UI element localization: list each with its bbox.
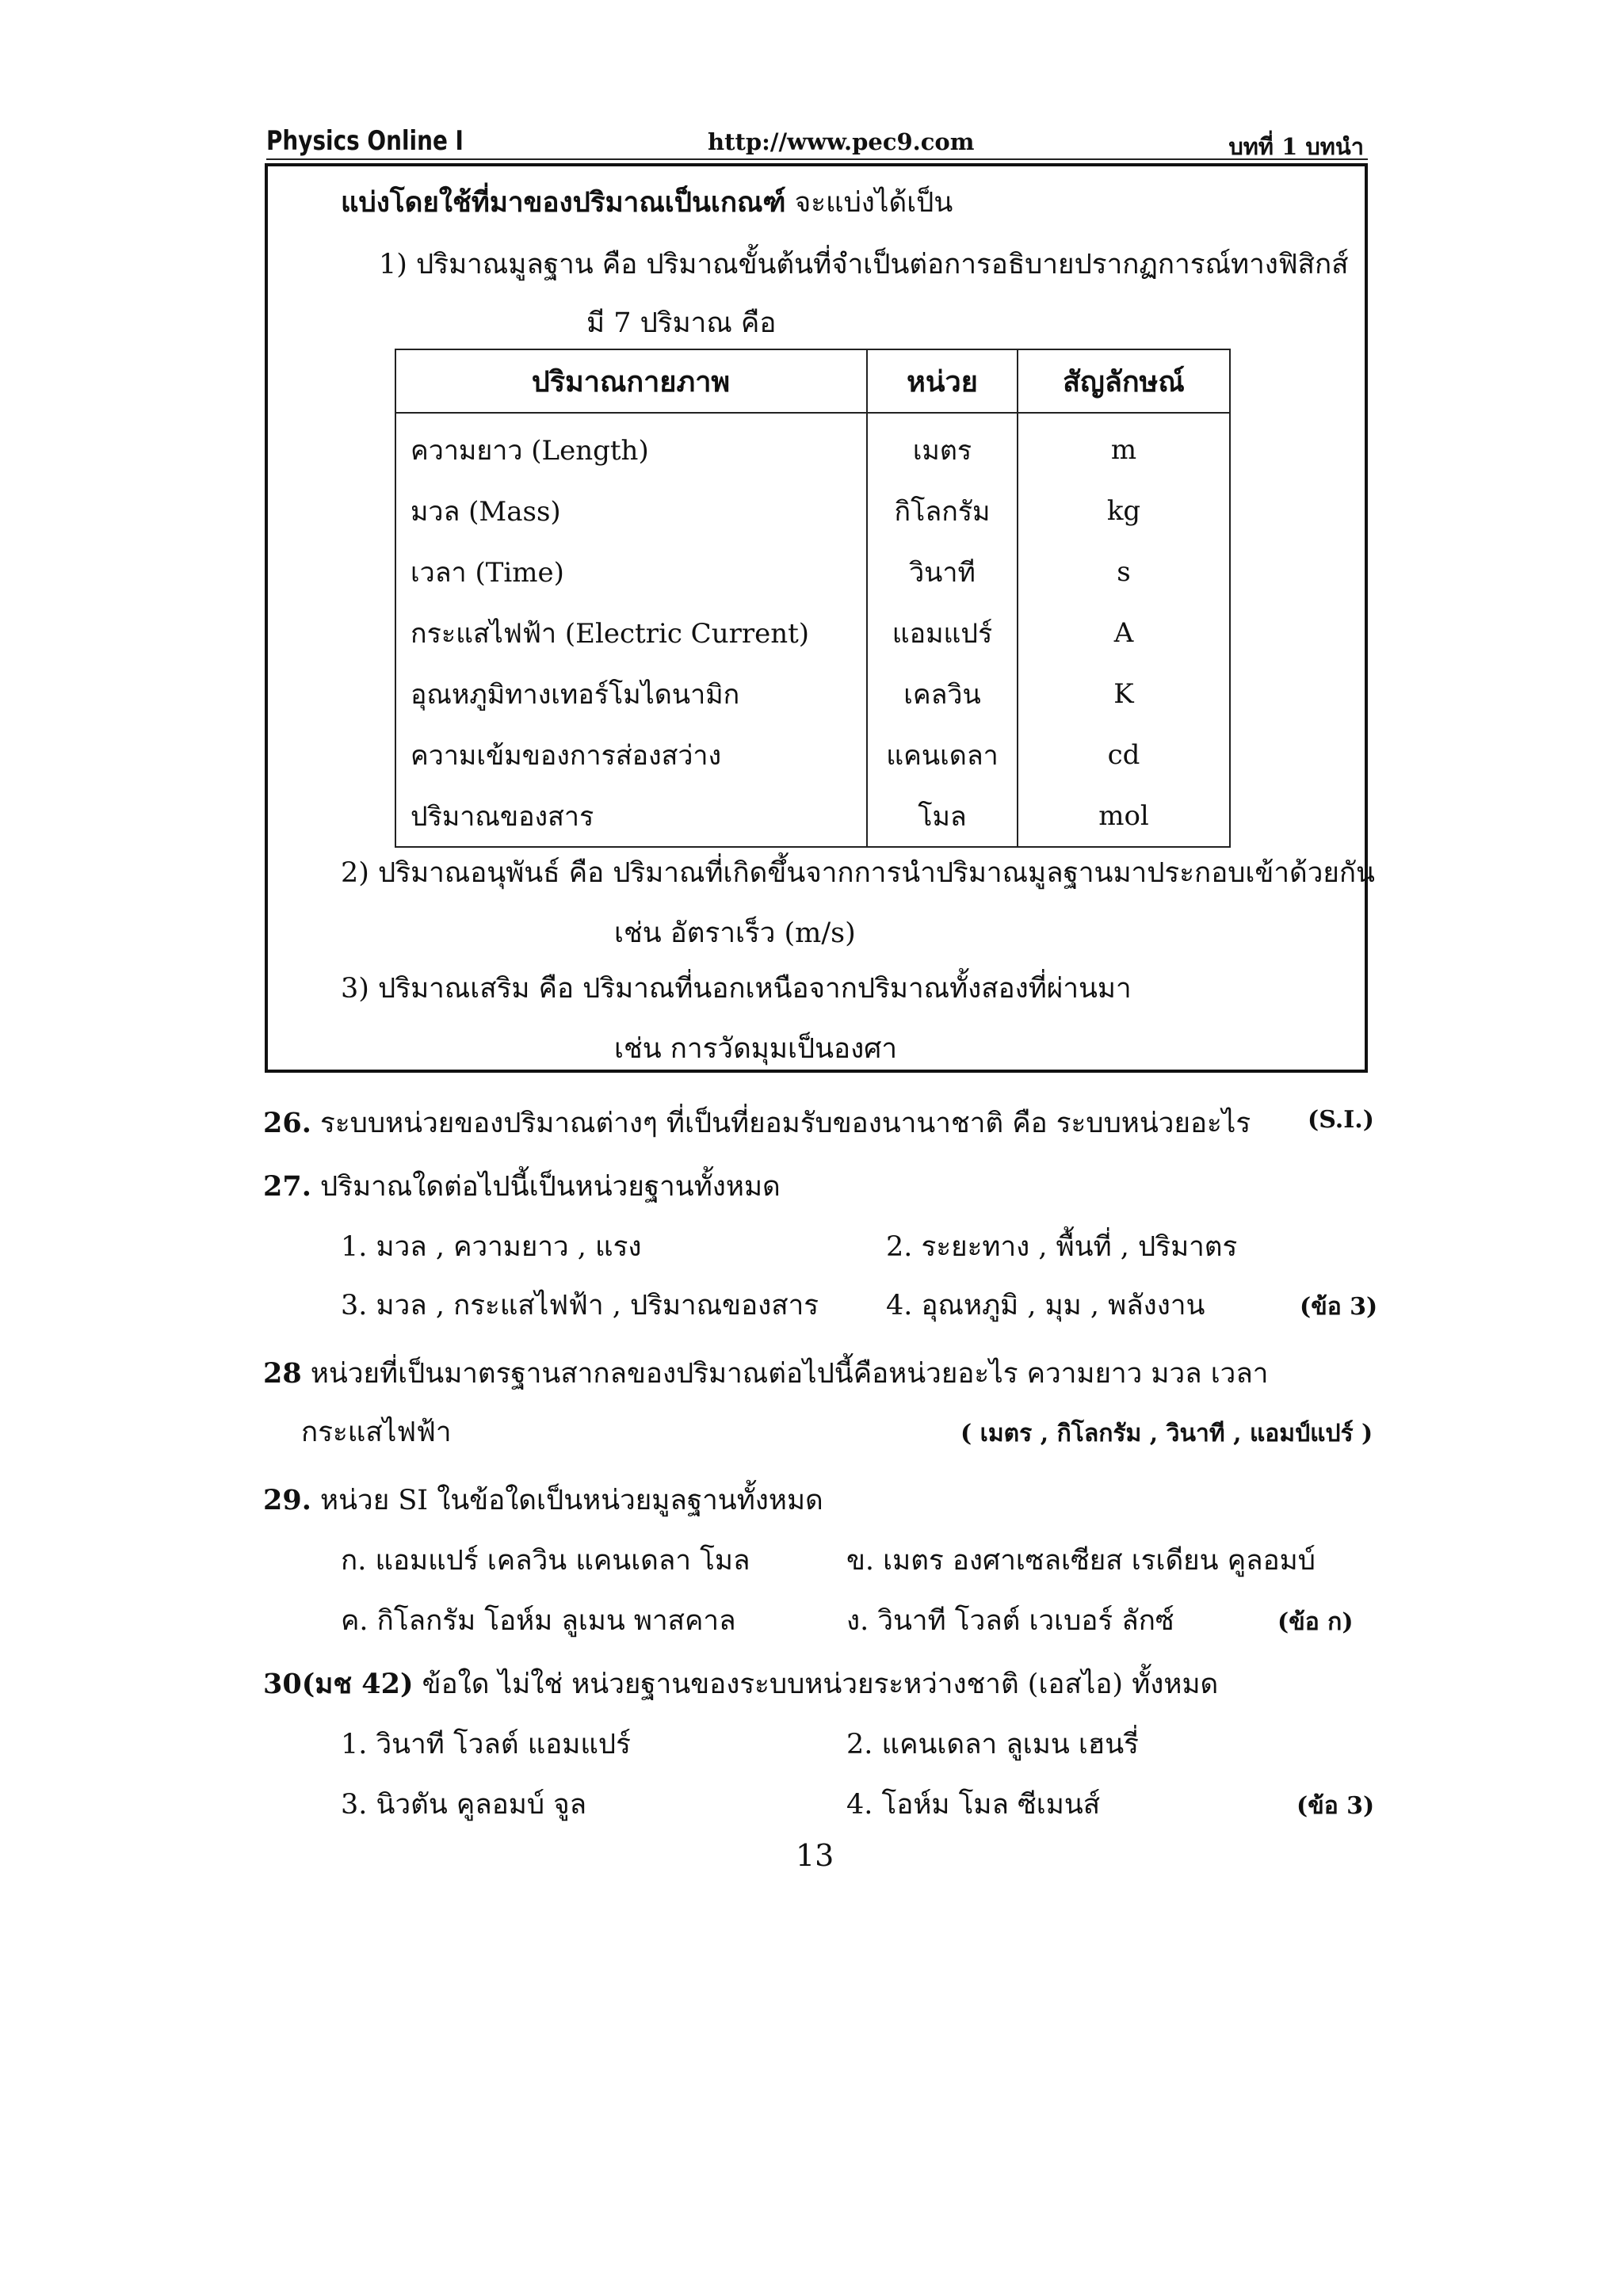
table-cell-unit: โมล xyxy=(867,785,1018,847)
table-cell-quantity: มวล (Mass) xyxy=(411,495,561,528)
table-header-quantity: ปริมาณกายภาพ xyxy=(395,349,867,413)
box-item1-sub: มี 7 ปริมาณ คือ xyxy=(586,307,777,339)
page-number: 13 xyxy=(796,1838,834,1873)
box-intro xyxy=(341,181,953,224)
q27-option-2: 2. ระยะทาง , พื้นที่ , ปริมาตร xyxy=(886,1231,1238,1263)
table-cell-quantity: อุณหภูมิทางเทอร์โมไดนามิก xyxy=(411,678,740,711)
answer-27: (ข้อ 3) xyxy=(1300,1293,1378,1321)
question-text: ปริมาณใดต่อไปนี้เป็นหน่วยฐานทั้งหมด xyxy=(320,1171,781,1203)
q29-option-3: ค. กิโลกรัม โอห์ม ลูเมน พาสคาล xyxy=(341,1605,736,1637)
header-chapter: บทที่ 1 บทนำ xyxy=(1228,133,1364,160)
question-number: 26. xyxy=(263,1107,311,1139)
answer-29: (ข้อ ก) xyxy=(1277,1608,1354,1636)
q30-option-1: 1. วินาที โวลต์ แอมแปร์ xyxy=(341,1729,631,1760)
table-row xyxy=(395,541,1230,602)
table-header-unit: หน่วย xyxy=(867,349,1018,413)
table-row xyxy=(395,602,1230,663)
q27-option-3: 3. มวล , กระแสไฟฟ้า , ปริมาณของสาร xyxy=(341,1290,819,1322)
question-29 xyxy=(263,1478,823,1522)
table-row xyxy=(395,785,1230,847)
base-quantities-table xyxy=(395,349,1231,848)
table-cell-unit: เคลวิน xyxy=(867,663,1018,724)
question-number: 27. xyxy=(263,1170,311,1203)
q27-option-4: 4. อุณหภูมิ , มุม , พลังงาน xyxy=(886,1290,1205,1322)
q30-option-4: 4. โอห์ม โมล ซีเมนส์ xyxy=(846,1789,1101,1821)
q29-option-4: ง. วินาที โวลต์ เวเบอร์ ลักซ์ xyxy=(846,1605,1174,1637)
table-cell-unit: กิโลกรัม xyxy=(867,480,1018,541)
table-cell-symbol: cd xyxy=(1018,724,1230,785)
answer-30: (ข้อ 3) xyxy=(1296,1792,1375,1820)
question-text: ระบบหน่วยของปริมาณต่างๆ ที่เป็นที่ยอมรับของนานาชาติ คือ ระบบหน่วยอะไร xyxy=(320,1108,1251,1139)
table-cell-symbol: m xyxy=(1018,413,1230,480)
question-number: 29. xyxy=(263,1484,311,1516)
q29-option-2: ข. เมตร องศาเซลเซียส เรเดียน คูลอมบ์ xyxy=(846,1545,1316,1577)
question-text: ข้อใด ไม่ใช่ หน่วยฐานของระบบหน่วยระหว่างชาติ (เอสไอ) ทั้งหมด xyxy=(413,1669,1219,1700)
box-intro-bold: แบ่งโดยใช้ที่มาของปริมาณเป็นเกณฑ์ xyxy=(341,186,786,219)
table-cell-quantity: ความเข้มของการส่องสว่าง xyxy=(411,739,722,772)
q30-option-2: 2. แคนเดลา ลูเมน เฮนรี่ xyxy=(846,1729,1139,1760)
box-item1: 1) ปริมาณมูลฐาน คือ ปริมาณขั้นต้นที่จำเป็นต่อการอธิบายปรากฏการณ์ทางฟิสิกส์ xyxy=(379,249,1349,280)
table-cell-symbol: K xyxy=(1018,663,1230,724)
q30-option-3: 3. นิวตัน คูลอมบ์ จูล xyxy=(341,1789,587,1821)
table-cell-unit: แอมแปร์ xyxy=(867,602,1018,663)
question-text: หน่วยที่เป็นมาตรฐานสากลของปริมาณต่อไปนี้คือหน่วยอะไร ความยาว มวล เวลา xyxy=(310,1358,1269,1390)
table-cell-symbol: s xyxy=(1018,541,1230,602)
question-30 xyxy=(263,1662,1218,1706)
table-cell-unit: เมตร xyxy=(867,413,1018,480)
table-row xyxy=(395,663,1230,724)
header-rule xyxy=(266,158,1368,160)
table-cell-symbol: kg xyxy=(1018,480,1230,541)
question-27 xyxy=(263,1165,781,1208)
question-text: หน่วย SI ในข้อใดเป็นหน่วยมูลฐานทั้งหมด xyxy=(320,1485,823,1516)
table-cell-symbol: A xyxy=(1018,602,1230,663)
table-cell-quantity: ปริมาณของสาร xyxy=(411,800,594,833)
table-header-symbol: สัญลักษณ์ xyxy=(1018,349,1230,413)
table-cell-symbol: mol xyxy=(1018,785,1230,847)
answer-28: ( เมตร , กิโลกรัม , วินาที , แอมป์แปร์ ) xyxy=(960,1420,1373,1447)
box-item3-sub: เช่น การวัดมุมเป็นองศา xyxy=(614,1033,898,1065)
table-row xyxy=(395,480,1230,541)
table-cell-quantity: ความยาว (Length) xyxy=(411,434,649,467)
box-item2-sub: เช่น อัตราเร็ว (m/s) xyxy=(614,917,856,949)
header-title: Physics Online I xyxy=(266,125,464,157)
table-cell-unit: แคนเดลา xyxy=(867,724,1018,785)
question-26 xyxy=(263,1101,1251,1145)
table-header-row xyxy=(395,349,1230,413)
q27-option-1: 1. มวล , ความยาว , แรง xyxy=(341,1231,642,1263)
question-28-cont: กระแสไฟฟ้า xyxy=(301,1417,452,1448)
table-row xyxy=(395,724,1230,785)
table-cell-quantity: กระแสไฟฟ้า (Electric Current) xyxy=(411,617,810,650)
table-cell-quantity: เวลา (Time) xyxy=(411,556,564,589)
question-number: 28 xyxy=(263,1357,302,1390)
table-cell-unit: วินาที xyxy=(867,541,1018,602)
table-row xyxy=(395,413,1230,480)
answer-26: (S.I.) xyxy=(1308,1106,1374,1134)
q29-option-1: ก. แอมแปร์ เคลวิน แคนเดลา โมล xyxy=(341,1545,750,1577)
box-item2: 2) ปริมาณอนุพันธ์ คือ ปริมาณที่เกิดขึ้นจากการนำปริมาณมูลฐานมาประกอบเข้าด้วยกัน xyxy=(341,857,1375,889)
box-intro-tail: จะแบ่งได้เป็น xyxy=(785,187,953,219)
question-number: 30(มช 42) xyxy=(263,1668,414,1700)
box-item3: 3) ปริมาณเสริม คือ ปริมาณที่นอกเหนือจากปริมาณทั้งสองที่ผ่านมา xyxy=(341,973,1132,1005)
header-url: http://www.pec9.com xyxy=(708,128,975,155)
question-28 xyxy=(263,1352,1268,1395)
